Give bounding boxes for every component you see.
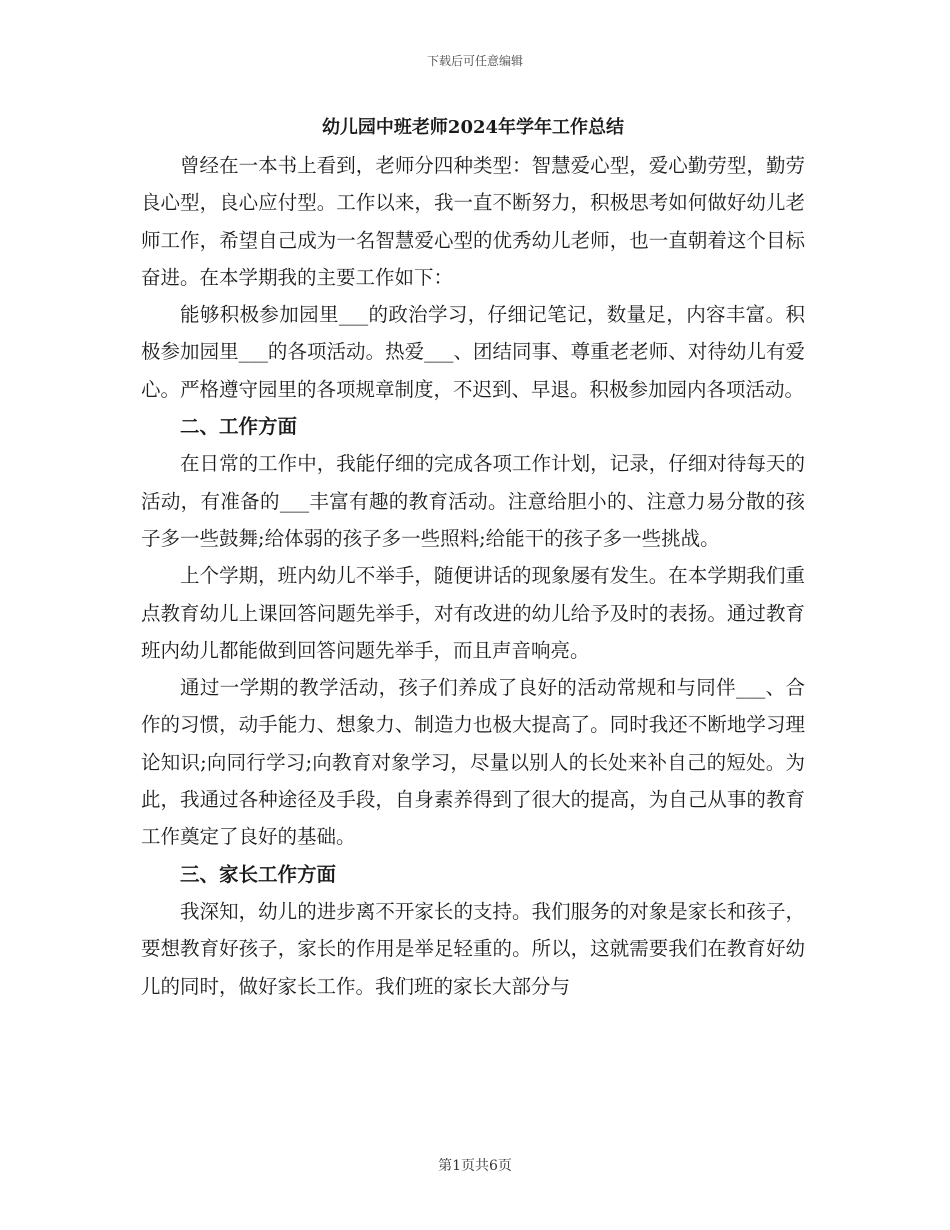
paragraph-intro: 曾经在一本书上看到，老师分四种类型：智慧爱心型，爱心勤劳型，勤劳良心型，良心应付型。工作以来，我一直不断努力，积极思考如何做好幼儿老师工作，希望自己成为一名智慧爱心型的优秀幼儿老师，也一直朝着这个目标奋进。在本学期我的主要工作如下： xyxy=(141,154,805,289)
paragraph-daily-work: 在日常的工作中，我能仔细的完成各项工作计划，记录，仔细对待每天的活动，有准备的___丰富有趣的教育活动。注意给胆小的、注意力易分散的孩子多一些鼓舞;给体弱的孩子多一些照料;给能干的孩子多一些挑战。 xyxy=(141,452,805,550)
header-note: 下载后可任意编辑 xyxy=(426,54,523,68)
document-body xyxy=(141,113,805,1005)
paragraph-teaching-activities: 通过一学期的教学活动，孩子们养成了良好的活动常规和与同伴___、合作的习惯，动手能力、想象力、制造力也极大提高了。同时我还不断地学习理论知识;向同行学习;向教育对象学习，尽量以别人的长处来补自己的短处。为此，我通过各种途径及手段，自身素养得到了很大的提高，为自己从事的教育工作奠定了良好的基础。 xyxy=(141,676,805,849)
paragraph-parents: 我深知，幼儿的进步离不开家长的支持。我们服务的对象是家长和孩子，要想教育好孩子，家长的作用是举足轻重的。所以，这就需要我们在教育好幼儿的同时，做好家长工作。我们班的家长大部分与 xyxy=(141,899,805,998)
page-number-footer: 第1页共6页 xyxy=(438,1158,512,1174)
section-heading-parents: 三、家长工作方面 xyxy=(180,862,337,886)
paragraph-study: 能够积极参加园里___的政治学习，仔细记笔记，数量足，内容丰富。积极参加园里___的各项活动。热爱___、团结同事、尊重老老师、对待幼儿有爱心。严格遵守园里的各项规章制度，不迟到、早退。积极参加园内各项活动。 xyxy=(141,303,805,401)
paragraph-hand-raising: 上个学期，班内幼儿不举手，随便讲话的现象屡有发生。在本学期我们重点教育幼儿上课回答问题先举手，对有改进的幼儿给予及时的表扬。通过教育班内幼儿都能做到回答问题先举手，而且声音响亮。 xyxy=(141,564,805,662)
section-heading-work: 二、工作方面 xyxy=(180,415,298,439)
document-title: 幼儿园中班老师2024年学年工作总结 xyxy=(321,117,625,138)
